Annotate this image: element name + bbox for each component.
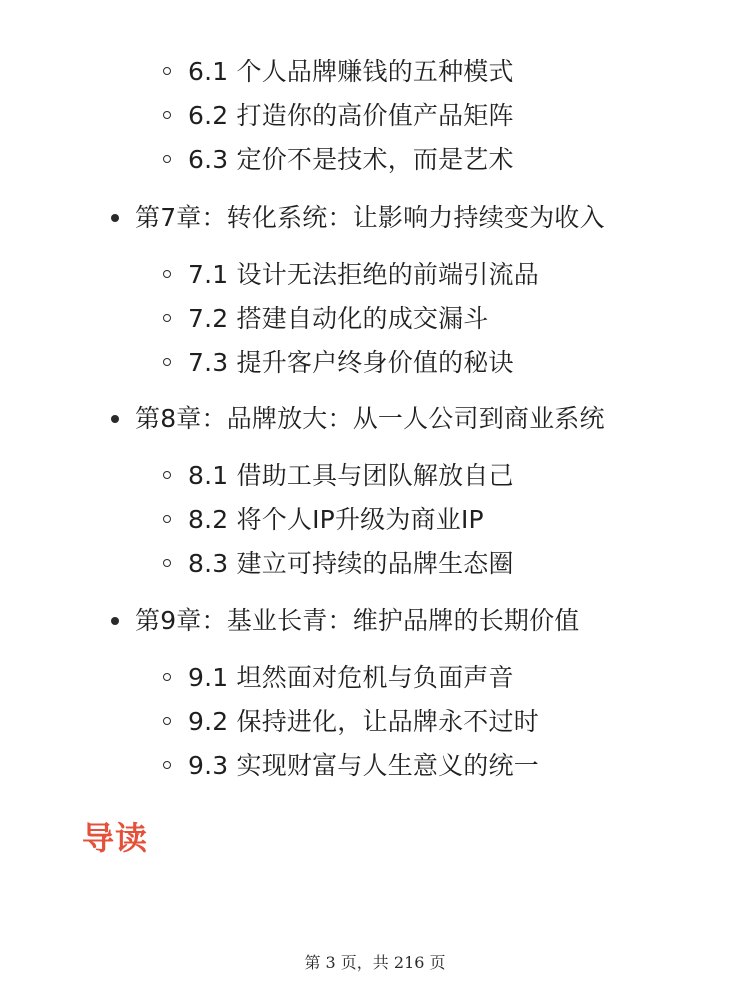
filled-bullet-icon [111,415,119,423]
hollow-bullet-icon [163,515,171,523]
toc-item-text: 第8章：品牌放大：从一人公司到商业系统 [135,404,605,433]
toc-item-text: 第7章：转化系统：让影响力持续变为收入 [135,203,605,232]
hollow-bullet-icon [163,717,171,725]
toc-item-text: 7.2 搭建自动化的成交漏斗 [188,304,489,333]
hollow-bullet-icon [163,559,171,567]
filled-bullet-icon [111,214,119,222]
toc-item-text: 6.2 打造你的高价值产品矩阵 [188,101,514,130]
toc-item-text: 6.1 个人品牌赚钱的五种模式 [188,57,514,86]
hollow-bullet-icon [163,270,171,278]
hollow-bullet-icon [163,358,171,366]
toc-item-text: 8.3 建立可持续的品牌生态圈 [188,549,514,578]
hollow-bullet-icon [163,67,171,75]
toc-item-text: 9.3 实现财富与人生意义的统一 [188,751,539,780]
toc-item-text: 7.3 提升客户终身价值的秘诀 [188,348,514,377]
toc-item-text: 7.1 设计无法拒绝的前端引流品 [188,260,539,289]
toc-item-text: 9.2 保持进化，让品牌永不过时 [188,707,539,736]
page-number-footer: 第 3 页，共 216 页 [304,953,446,972]
filled-bullet-icon [111,617,119,625]
hollow-bullet-icon [163,673,171,681]
toc-item-text: 第9章：基业长青：维护品牌的长期价值 [135,606,580,635]
hollow-bullet-icon [163,761,171,769]
hollow-bullet-icon [163,471,171,479]
toc-item-text: 8.2 将个人IP升级为商业IP [188,505,484,534]
section-heading: 导读 [82,819,149,857]
toc-item-text: 9.1 坦然面对危机与负面声音 [188,663,514,692]
toc-item-text: 6.3 定价不是技术，而是艺术 [188,145,514,174]
hollow-bullet-icon [163,155,171,163]
hollow-bullet-icon [163,111,171,119]
hollow-bullet-icon [163,314,171,322]
toc-item-text: 8.1 借助工具与团队解放自己 [188,461,514,490]
